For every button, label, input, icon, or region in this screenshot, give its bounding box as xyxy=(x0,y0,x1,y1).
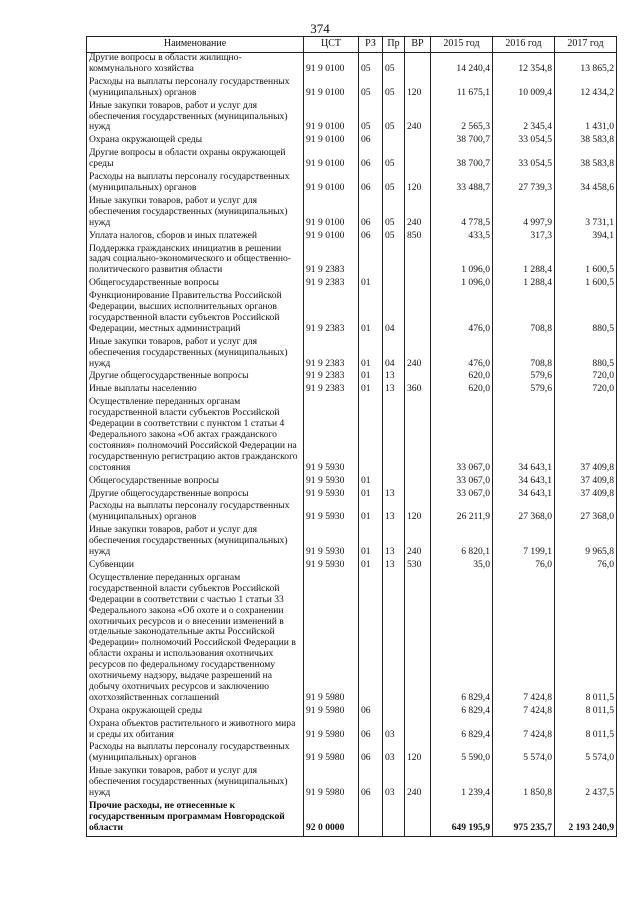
cell-y2016: 27 739,3 xyxy=(493,172,555,196)
cell-y2017: 2 437,5 xyxy=(555,766,617,801)
cell-y2016: 1 288,4 xyxy=(493,278,555,291)
cell-cst: 91 9 2383 xyxy=(304,244,359,279)
header-2016: 2016 год xyxy=(493,37,555,53)
cell-name: Уплата налогов, сборов и иных платежей xyxy=(87,231,304,244)
cell-y2016: 317,3 xyxy=(493,231,555,244)
cell-y2016: 7 424,8 xyxy=(493,573,555,706)
cell-y2015: 26 211,9 xyxy=(431,501,493,525)
cell-rz: 06 xyxy=(359,719,383,743)
cell-y2016: 1 288,4 xyxy=(493,244,555,279)
cell-name: Иные закупки товаров, работ и услуг для обеспечения государственных (муниципальных) нужд xyxy=(87,766,304,801)
cell-cst: 91 9 0100 xyxy=(304,53,359,77)
cell-cst: 91 9 5980 xyxy=(304,573,359,706)
cell-name: Расходы на выплаты персоналу государственных (муниципальных) органов xyxy=(87,172,304,196)
cell-cst: 91 9 2383 xyxy=(304,371,359,384)
table-row xyxy=(87,525,617,560)
cell-y2016: 34 643,1 xyxy=(493,476,555,489)
cell-name: Другие общегосударственные вопросы xyxy=(87,489,304,502)
cell-cst: 91 9 5930 xyxy=(304,397,359,475)
cell-rz: 06 xyxy=(359,706,383,719)
cell-cst: 91 9 5930 xyxy=(304,525,359,560)
cell-y2015: 4 778,5 xyxy=(431,196,493,231)
cell-y2015: 2 565,3 xyxy=(431,101,493,136)
cell-pr xyxy=(383,278,405,291)
cell-y2015: 6 820,1 xyxy=(431,525,493,560)
cell-pr: 04 xyxy=(383,291,405,337)
cell-y2016: 579,6 xyxy=(493,384,555,397)
cell-pr xyxy=(383,801,405,836)
table-row xyxy=(87,766,617,801)
cell-cst: 91 9 2383 xyxy=(304,337,359,372)
cell-rz: 06 xyxy=(359,742,383,766)
cell-vr: 120 xyxy=(405,172,431,196)
cell-vr: 120 xyxy=(405,501,431,525)
cell-y2016: 4 997,9 xyxy=(493,196,555,231)
cell-vr: 120 xyxy=(405,77,431,101)
cell-vr xyxy=(405,291,431,337)
cell-y2015: 38 700,7 xyxy=(431,135,493,148)
header-cst: ЦСТ xyxy=(304,37,359,53)
cell-name: Общегосударственные вопросы xyxy=(87,278,304,291)
table-row xyxy=(87,719,617,743)
cell-vr xyxy=(405,53,431,77)
cell-y2016: 33 054,5 xyxy=(493,148,555,172)
cell-rz: 01 xyxy=(359,560,383,573)
cell-name: Расходы на выплаты персоналу государственных (муниципальных) органов xyxy=(87,77,304,101)
header-vr: ВР xyxy=(405,37,431,53)
cell-y2015: 33 067,0 xyxy=(431,476,493,489)
cell-y2016: 27 368,0 xyxy=(493,501,555,525)
table-row xyxy=(87,148,617,172)
cell-y2015: 5 590,0 xyxy=(431,742,493,766)
table-row xyxy=(87,53,617,77)
cell-y2015: 476,0 xyxy=(431,337,493,372)
cell-rz xyxy=(359,244,383,279)
cell-y2016: 2 345,4 xyxy=(493,101,555,136)
cell-y2015: 33 067,0 xyxy=(431,489,493,502)
cell-pr: 13 xyxy=(383,501,405,525)
cell-rz: 01 xyxy=(359,489,383,502)
cell-name: Поддержка гражданских инициатив в решении задач социально-экономического и общественно-политического развития области xyxy=(87,244,304,279)
cell-cst: 91 9 0100 xyxy=(304,148,359,172)
cell-cst: 91 9 0100 xyxy=(304,231,359,244)
cell-name: Иные закупки товаров, работ и услуг для обеспечения государственных (муниципальных) нужд xyxy=(87,337,304,372)
cell-rz: 01 xyxy=(359,371,383,384)
cell-rz: 01 xyxy=(359,501,383,525)
cell-vr xyxy=(405,489,431,502)
cell-y2017: 1 600,5 xyxy=(555,244,617,279)
cell-rz: 01 xyxy=(359,384,383,397)
cell-vr: 360 xyxy=(405,384,431,397)
table-row xyxy=(87,244,617,279)
cell-rz xyxy=(359,397,383,475)
cell-vr: 240 xyxy=(405,766,431,801)
cell-y2016: 1 850,8 xyxy=(493,766,555,801)
cell-vr xyxy=(405,244,431,279)
table-row xyxy=(87,337,617,372)
table-row xyxy=(87,291,617,337)
cell-y2015: 33 488,7 xyxy=(431,172,493,196)
cell-name: Другие вопросы в области охраны окружающей среды xyxy=(87,148,304,172)
cell-vr xyxy=(405,706,431,719)
header-2015: 2015 год xyxy=(431,37,493,53)
cell-rz: 06 xyxy=(359,231,383,244)
header-name: Наименование xyxy=(87,37,304,53)
cell-pr xyxy=(383,397,405,475)
cell-y2015: 33 067,0 xyxy=(431,397,493,475)
cell-rz: 05 xyxy=(359,101,383,136)
cell-y2017: 8 011,5 xyxy=(555,573,617,706)
cell-vr xyxy=(405,135,431,148)
cell-y2015: 11 675,1 xyxy=(431,77,493,101)
cell-pr: 05 xyxy=(383,77,405,101)
cell-pr xyxy=(383,244,405,279)
cell-y2017: 8 011,5 xyxy=(555,706,617,719)
cell-cst: 91 9 2383 xyxy=(304,278,359,291)
cell-y2016: 10 009,4 xyxy=(493,77,555,101)
cell-y2017: 37 409,8 xyxy=(555,489,617,502)
cell-pr: 13 xyxy=(383,560,405,573)
table-header xyxy=(87,37,617,53)
cell-pr: 05 xyxy=(383,53,405,77)
header-pr: Пр xyxy=(383,37,405,53)
cell-y2017: 1 431,0 xyxy=(555,101,617,136)
cell-y2016: 33 054,5 xyxy=(493,135,555,148)
cell-vr: 530 xyxy=(405,560,431,573)
cell-y2015: 6 829,4 xyxy=(431,706,493,719)
table-row xyxy=(87,742,617,766)
cell-vr: 240 xyxy=(405,196,431,231)
cell-pr: 05 xyxy=(383,148,405,172)
cell-rz: 06 xyxy=(359,172,383,196)
cell-vr xyxy=(405,801,431,836)
cell-vr: 850 xyxy=(405,231,431,244)
cell-vr xyxy=(405,397,431,475)
cell-y2016: 708,8 xyxy=(493,291,555,337)
cell-name: Иные закупки товаров, работ и услуг для обеспечения государственных (муниципальных) нужд xyxy=(87,525,304,560)
table-row xyxy=(87,231,617,244)
cell-rz: 06 xyxy=(359,135,383,148)
budget-table xyxy=(86,36,617,837)
cell-pr: 13 xyxy=(383,525,405,560)
cell-y2017: 880,5 xyxy=(555,291,617,337)
cell-y2016: 76,0 xyxy=(493,560,555,573)
cell-name: Иные выплаты населению xyxy=(87,384,304,397)
table-row xyxy=(87,706,617,719)
cell-name: Расходы на выплаты персоналу государственных (муниципальных) органов xyxy=(87,501,304,525)
table-row xyxy=(87,501,617,525)
cell-y2015: 1 239,4 xyxy=(431,766,493,801)
cell-pr: 13 xyxy=(383,371,405,384)
cell-cst: 91 9 5980 xyxy=(304,766,359,801)
cell-y2017: 1 600,5 xyxy=(555,278,617,291)
cell-rz: 05 xyxy=(359,77,383,101)
cell-y2016: 7 424,8 xyxy=(493,719,555,743)
cell-pr: 05 xyxy=(383,101,405,136)
cell-y2017: 394,1 xyxy=(555,231,617,244)
cell-name: Иные закупки товаров, работ и услуг для обеспечения государственных (муниципальных) нужд xyxy=(87,101,304,136)
cell-pr xyxy=(383,135,405,148)
cell-y2017: 3 731,1 xyxy=(555,196,617,231)
cell-pr: 03 xyxy=(383,719,405,743)
cell-cst: 91 9 2383 xyxy=(304,291,359,337)
cell-vr xyxy=(405,719,431,743)
cell-vr: 120 xyxy=(405,742,431,766)
cell-cst: 91 9 5930 xyxy=(304,560,359,573)
cell-y2016: 7 424,8 xyxy=(493,706,555,719)
cell-cst: 91 9 5930 xyxy=(304,476,359,489)
cell-vr xyxy=(405,148,431,172)
header-2017: 2017 год xyxy=(555,37,617,53)
cell-name: Субвенции xyxy=(87,560,304,573)
cell-cst: 91 9 0100 xyxy=(304,172,359,196)
cell-y2017: 8 011,5 xyxy=(555,719,617,743)
cell-vr xyxy=(405,573,431,706)
cell-y2015: 476,0 xyxy=(431,291,493,337)
cell-cst: 91 9 5980 xyxy=(304,742,359,766)
cell-y2017: 37 409,8 xyxy=(555,476,617,489)
cell-name: Охрана окружающей среды xyxy=(87,706,304,719)
cell-pr: 05 xyxy=(383,231,405,244)
cell-name: Другие общегосударственные вопросы xyxy=(87,371,304,384)
table-row xyxy=(87,560,617,573)
header-row xyxy=(87,37,617,53)
table-row xyxy=(87,573,617,706)
cell-pr: 05 xyxy=(383,172,405,196)
cell-rz: 01 xyxy=(359,291,383,337)
cell-y2015: 620,0 xyxy=(431,384,493,397)
table-row xyxy=(87,196,617,231)
cell-y2016: 12 354,8 xyxy=(493,53,555,77)
cell-pr: 05 xyxy=(383,196,405,231)
cell-y2017: 76,0 xyxy=(555,560,617,573)
cell-y2015: 35,0 xyxy=(431,560,493,573)
table-body xyxy=(87,53,617,837)
cell-rz xyxy=(359,801,383,836)
cell-name: Осуществление переданных органам государственной власти субъектов Российской Федерации в соответствии с частью 1 статьи 33 Федерального закона «Об охоте и о сохранении охотничьих ресурсов и о внесении изменений в отдельные законодательные акты Российской Федерации» полномочий Российской Федерации в области охраны и использования охотничьих ресурсов по федеральному государственному охотничьему надзору, выдаче разрешений на добычу охотничьих ресурсов и заключению охотхозяйственных соглашений xyxy=(87,573,304,706)
cell-y2017: 27 368,0 xyxy=(555,501,617,525)
cell-y2017: 38 583,8 xyxy=(555,135,617,148)
table-row xyxy=(87,77,617,101)
cell-name: Осуществление переданных органам государственной власти субъектов Российской Федерации в соответствии с пунктом 1 статьи 4 Федерального закона «Об актах гражданского состояния» полномочий Российской Федерации на государственную регистрацию актов гражданского состояния xyxy=(87,397,304,475)
cell-cst: 91 9 0100 xyxy=(304,77,359,101)
cell-y2015: 1 096,0 xyxy=(431,278,493,291)
cell-cst: 91 9 0100 xyxy=(304,135,359,148)
cell-cst: 91 9 5930 xyxy=(304,501,359,525)
cell-y2016: 708,8 xyxy=(493,337,555,372)
cell-pr: 03 xyxy=(383,766,405,801)
cell-rz: 01 xyxy=(359,525,383,560)
cell-y2017: 37 409,8 xyxy=(555,397,617,475)
cell-cst: 91 9 5930 xyxy=(304,489,359,502)
cell-y2017: 34 458,6 xyxy=(555,172,617,196)
cell-rz: 06 xyxy=(359,148,383,172)
cell-y2017: 38 583,8 xyxy=(555,148,617,172)
cell-y2015: 620,0 xyxy=(431,371,493,384)
cell-y2017: 13 865,2 xyxy=(555,53,617,77)
cell-name: Иные закупки товаров, работ и услуг для обеспечения государственных (муниципальных) нужд xyxy=(87,196,304,231)
cell-y2017: 880,5 xyxy=(555,337,617,372)
cell-y2017: 9 965,8 xyxy=(555,525,617,560)
cell-y2015: 6 829,4 xyxy=(431,719,493,743)
cell-y2017: 12 434,2 xyxy=(555,77,617,101)
cell-y2016: 579,6 xyxy=(493,371,555,384)
table-row xyxy=(87,476,617,489)
cell-pr xyxy=(383,573,405,706)
cell-y2017: 2 193 240,9 xyxy=(555,801,617,836)
header-rz: РЗ xyxy=(359,37,383,53)
cell-pr: 03 xyxy=(383,742,405,766)
cell-y2015: 14 240,4 xyxy=(431,53,493,77)
cell-vr xyxy=(405,476,431,489)
cell-rz: 01 xyxy=(359,278,383,291)
cell-name: Функционирование Правительства Российской Федерации, высших исполнительных органов государственной власти субъектов Российской Федерации, местных администраций xyxy=(87,291,304,337)
cell-rz: 01 xyxy=(359,337,383,372)
cell-y2016: 7 199,1 xyxy=(493,525,555,560)
cell-rz: 05 xyxy=(359,53,383,77)
table-row xyxy=(87,101,617,136)
cell-pr: 13 xyxy=(383,489,405,502)
cell-rz: 06 xyxy=(359,766,383,801)
cell-rz xyxy=(359,573,383,706)
cell-y2016: 34 643,1 xyxy=(493,489,555,502)
cell-pr xyxy=(383,476,405,489)
cell-name: Охрана окружающей среды xyxy=(87,135,304,148)
cell-pr: 13 xyxy=(383,384,405,397)
cell-cst: 91 9 5980 xyxy=(304,719,359,743)
cell-vr: 240 xyxy=(405,337,431,372)
cell-y2016: 34 643,1 xyxy=(493,397,555,475)
table-row xyxy=(87,172,617,196)
cell-y2017: 720,0 xyxy=(555,371,617,384)
cell-y2015: 1 096,0 xyxy=(431,244,493,279)
cell-rz: 01 xyxy=(359,476,383,489)
cell-cst: 91 9 0100 xyxy=(304,101,359,136)
cell-y2017: 5 574,0 xyxy=(555,742,617,766)
cell-vr: 240 xyxy=(405,525,431,560)
cell-y2015: 6 829,4 xyxy=(431,573,493,706)
cell-cst: 91 9 0100 xyxy=(304,196,359,231)
cell-y2015: 649 195,9 xyxy=(431,801,493,836)
cell-cst: 91 9 2383 xyxy=(304,384,359,397)
cell-vr xyxy=(405,278,431,291)
cell-name: Расходы на выплаты персоналу государственных (муниципальных) органов xyxy=(87,742,304,766)
cell-y2017: 720,0 xyxy=(555,384,617,397)
cell-y2015: 433,5 xyxy=(431,231,493,244)
cell-cst: 91 9 5980 xyxy=(304,706,359,719)
cell-name: Охрана объектов растительного и животного мира и среды их обитания xyxy=(87,719,304,743)
cell-y2016: 975 235,7 xyxy=(493,801,555,836)
cell-y2016: 5 574,0 xyxy=(493,742,555,766)
cell-pr xyxy=(383,706,405,719)
table-row xyxy=(87,397,617,475)
table-row xyxy=(87,801,617,836)
cell-rz: 06 xyxy=(359,196,383,231)
page-number: 374 xyxy=(310,21,330,36)
cell-name: Прочие расходы, не отнесенные к государственным программам Новгородской области xyxy=(87,801,304,836)
cell-y2015: 38 700,7 xyxy=(431,148,493,172)
cell-name: Другие вопросы в области жилищно-коммунального хозяйства xyxy=(87,53,304,77)
cell-vr: 240 xyxy=(405,101,431,136)
cell-cst: 92 0 0000 xyxy=(304,801,359,836)
cell-pr: 04 xyxy=(383,337,405,372)
cell-name: Общегосударственные вопросы xyxy=(87,476,304,489)
